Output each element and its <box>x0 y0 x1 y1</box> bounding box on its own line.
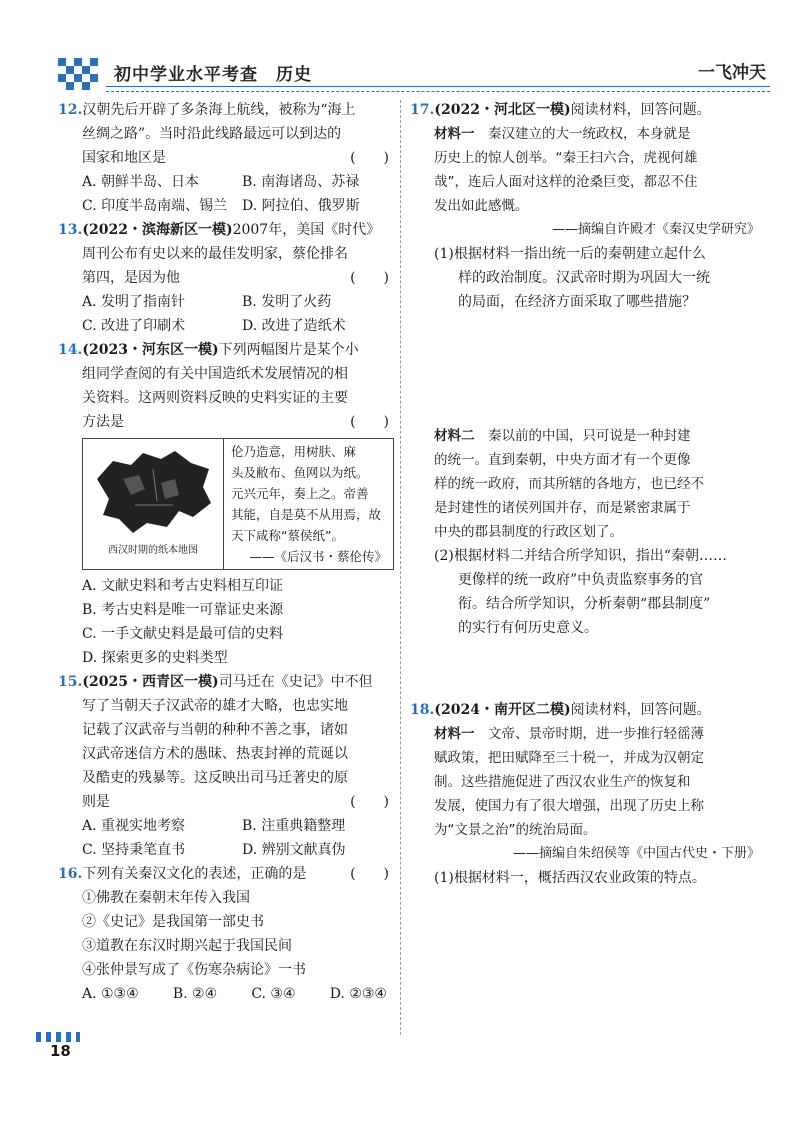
question-12 <box>58 98 393 218</box>
option-a[interactable]: A. 文献史料和考古史料相互印证 <box>82 578 284 594</box>
material-line: 秦汉建立的大一统政权，本身就是 <box>488 126 691 142</box>
stem-line: 丝绸之路”。当时沿此线路最远可以到达的 <box>82 126 342 142</box>
material-line: 哉”，连后人面对这样的沧桑巨变，都忍不住 <box>434 174 698 190</box>
quote-line: 元兴元年，奏上之。帝善 <box>231 486 369 501</box>
answer-blank[interactable]: ( ) <box>350 270 389 286</box>
question-15 <box>58 670 393 862</box>
stem-line: 方法是 <box>82 414 124 430</box>
option-b[interactable]: B. 注重典籍整理 <box>242 818 346 834</box>
statement-list <box>58 886 393 982</box>
material-tag: 材料二 <box>434 428 475 444</box>
material-tag: 材料一 <box>434 126 475 142</box>
stem-line: 汉武帝迷信方术的愚昧、热衷封禅的荒诞以 <box>82 746 348 762</box>
quote-source: ——《后汉书・蔡伦传》 <box>249 549 387 564</box>
statement-item: ③道教在东汉时期兴起于我国民间 <box>82 938 292 954</box>
question-14 <box>58 338 393 670</box>
stem-line: 国家和地区是 <box>82 150 166 166</box>
material-line: 是封建性的诸侯列国并存，而是紧密隶属于 <box>434 500 691 516</box>
material-line: 的统一。直到秦朝，中央方面才有一个更像 <box>434 452 691 468</box>
question-17 <box>410 98 760 698</box>
answer-blank[interactable]: ( ) <box>350 150 389 166</box>
quote-line: 伦乃造意，用树肤、麻 <box>231 444 357 459</box>
option-d[interactable]: D. 阿拉伯、俄罗斯 <box>242 198 360 214</box>
source-figure <box>82 438 394 570</box>
page-number-badge <box>36 1032 80 1062</box>
material-line: 秦以前的中国，只可说是一种封建 <box>488 428 691 444</box>
material-line: 样的统一政府，而其所辖的各地方，也已经不 <box>434 476 704 492</box>
material-line: 发展，使国力有了很大增强，出现了历史上称 <box>434 798 704 814</box>
header-rule <box>106 86 770 92</box>
material-source: ——摘编自朱绍侯等《中国古代史・下册》 <box>512 846 760 861</box>
stem-line: 司马迁在《史记》中不但 <box>218 674 373 690</box>
option-b[interactable]: B. ②④ <box>172 986 218 1002</box>
header-title: 初中学业水平考查 历史 <box>114 65 312 85</box>
paper-map-image <box>83 439 224 569</box>
option-c[interactable]: C. ③④ <box>251 986 296 1002</box>
question-number: 17. <box>410 102 435 118</box>
option-c[interactable]: C. 一手文献史料是最可信的史料 <box>82 626 284 642</box>
paper-map-icon <box>83 439 223 549</box>
material-line: 发出如此感慨。 <box>434 198 529 214</box>
material-tag: 材料一 <box>434 726 475 742</box>
question-16 <box>58 862 393 1006</box>
question-source: (2023・河东区一模) <box>82 342 219 358</box>
options <box>58 290 393 338</box>
statement-item: ①佛教在秦朝末年传入我国 <box>82 890 250 906</box>
quote-block <box>231 441 387 567</box>
stem-line: 2007年，美国《时代》 <box>232 222 381 238</box>
material-line: 为“文景之治”的统治局面。 <box>434 822 597 838</box>
quote-line: 其能，自是莫不从用焉，故 <box>231 507 382 522</box>
page-header <box>58 52 770 94</box>
right-column <box>410 98 760 890</box>
material-1 <box>410 722 760 866</box>
question-number: 16. <box>58 866 83 882</box>
question-number: 12. <box>58 102 83 118</box>
option-c[interactable]: C. 印度半岛南端、锡兰 <box>82 198 228 214</box>
options <box>58 574 393 670</box>
sub-question-line: (1)根据材料一指出统一后的秦朝建立起什么 <box>434 246 706 262</box>
question-intro: 阅读材料，回答问题。 <box>570 102 711 118</box>
option-b[interactable]: B. 发明了火药 <box>242 294 332 310</box>
sub-question-line: (1)根据材料一，概括西汉农业政策的特点。 <box>434 870 706 886</box>
options <box>58 170 393 218</box>
statement-item: ②《史记》是我国第一部史书 <box>82 914 264 930</box>
checker-logo-icon <box>58 58 104 90</box>
material-line: 中央的郡县制度的行政区划了。 <box>434 524 623 540</box>
answer-blank[interactable]: ( ) <box>350 794 389 810</box>
quote-line: 头及敝布、鱼网以为纸。 <box>231 465 369 480</box>
stem-line: 则是 <box>82 794 110 810</box>
question-number: 14. <box>58 342 83 358</box>
question-intro: 阅读材料，回答问题。 <box>570 702 711 718</box>
sub-question-line: 样的政治制度。汉武帝时期为巩固大一统 <box>458 270 710 286</box>
question-source: (2022・河北区一模) <box>434 102 571 118</box>
stem-line: 下列两幅图片是某个小 <box>218 342 359 358</box>
material-2 <box>410 424 760 544</box>
figure-caption: 西汉时期的纸本地图 <box>108 545 198 556</box>
stem-line: 下列有关秦汉文化的表述，正确的是 <box>82 866 307 882</box>
sub-question-line: 的实行有何历史意义。 <box>458 620 598 636</box>
statement-item: ④张仲景写成了《伤寒杂病论》一书 <box>82 962 306 978</box>
sub-question-line: 的局面，在经济方面采取了哪些措施？ <box>458 294 696 310</box>
answer-space[interactable] <box>410 314 760 424</box>
option-c[interactable]: C. 坚持秉笔直书 <box>82 842 186 858</box>
question-source: (2024・南开区二模) <box>434 702 571 718</box>
stem-line: 汉朝先后开辟了多条海上航线，被称为“海上 <box>82 102 356 118</box>
option-a[interactable]: A. 朝鲜半岛、日本 <box>82 174 200 190</box>
question-number: 13. <box>58 222 83 238</box>
answer-blank[interactable]: ( ) <box>350 414 389 430</box>
options <box>58 814 393 862</box>
answer-space[interactable] <box>410 640 760 698</box>
stem-line: 组同学查阅的有关中国造纸术发展情况的相 <box>82 366 348 382</box>
option-d[interactable]: D. 辨别文献真伪 <box>242 842 346 858</box>
page-number: 18 <box>50 1042 71 1060</box>
material-source: ——摘编自许殿才《秦汉史学研究》 <box>551 222 760 237</box>
option-c[interactable]: C. 改进了印刷术 <box>82 318 186 334</box>
sub-question-line: 更像样的统一政府”中负责监察事务的官 <box>458 572 704 588</box>
option-b[interactable]: B. 南海诸岛、苏禄 <box>242 174 360 190</box>
material-line: 赋政策，把田赋降至三十税一，并成为汉朝定 <box>434 750 704 766</box>
sub-question-2 <box>410 544 760 640</box>
flag-icon <box>36 1032 80 1042</box>
material-line: 文帝、景帝时期，进一步推行轻徭薄 <box>488 726 704 742</box>
material-1 <box>410 122 760 242</box>
quote-line: 天下咸称“蔡侯纸”。 <box>231 528 344 543</box>
sub-question-1 <box>410 242 760 314</box>
stem-line: 关资料。这两则资料反映的史料实证的主要 <box>82 390 348 406</box>
sub-question-1 <box>410 866 760 890</box>
option-b[interactable]: B. 考古史料是唯一可靠证史来源 <box>82 602 284 618</box>
option-d[interactable]: D. 探索更多的史料类型 <box>82 650 228 666</box>
question-18 <box>410 698 760 890</box>
header-brand: 一飞冲天 <box>698 63 766 83</box>
left-column <box>58 98 393 1006</box>
stem-line: 写了当朝天子汉武帝的雄才大略，也忠实地 <box>82 698 348 714</box>
question-number: 18. <box>410 702 435 718</box>
option-d[interactable]: D. 改进了造纸术 <box>242 318 346 334</box>
sub-question-line: 衔。结合所学知识，分析秦朝“郡县制度” <box>458 596 711 612</box>
option-a[interactable]: A. 重视实地考察 <box>82 818 186 834</box>
question-number: 15. <box>58 674 83 690</box>
question-source: (2022・滨海新区一模) <box>82 222 233 238</box>
stem-line: 周刊公布有史以来的最佳发明家，蔡伦排名 <box>82 246 348 262</box>
answer-blank[interactable]: ( ) <box>350 866 389 882</box>
sub-question-line: (2)根据材料二并结合所学知识，指出“秦朝…… <box>434 548 727 564</box>
option-a[interactable]: A. 发明了指南针 <box>82 294 186 310</box>
material-line: 制。这些措施促进了西汉农业生产的恢复和 <box>434 774 691 790</box>
column-divider <box>400 100 401 1035</box>
material-line: 历史上的惊人创举。“秦王扫六合，虎视何雄 <box>434 150 698 166</box>
stem-line: 记载了汉武帝与当朝的种种不善之事，诸如 <box>82 722 348 738</box>
question-13 <box>58 218 393 338</box>
option-d[interactable]: D. ②③④ <box>329 986 387 1002</box>
options <box>58 982 393 1006</box>
option-a[interactable]: A. ①③④ <box>82 986 139 1002</box>
question-source: (2025・西青区一模) <box>82 674 219 690</box>
stem-line: 及酷吏的残暴等。这反映出司马迁著史的原 <box>82 770 348 786</box>
stem-line: 第四，是因为他 <box>82 270 180 286</box>
